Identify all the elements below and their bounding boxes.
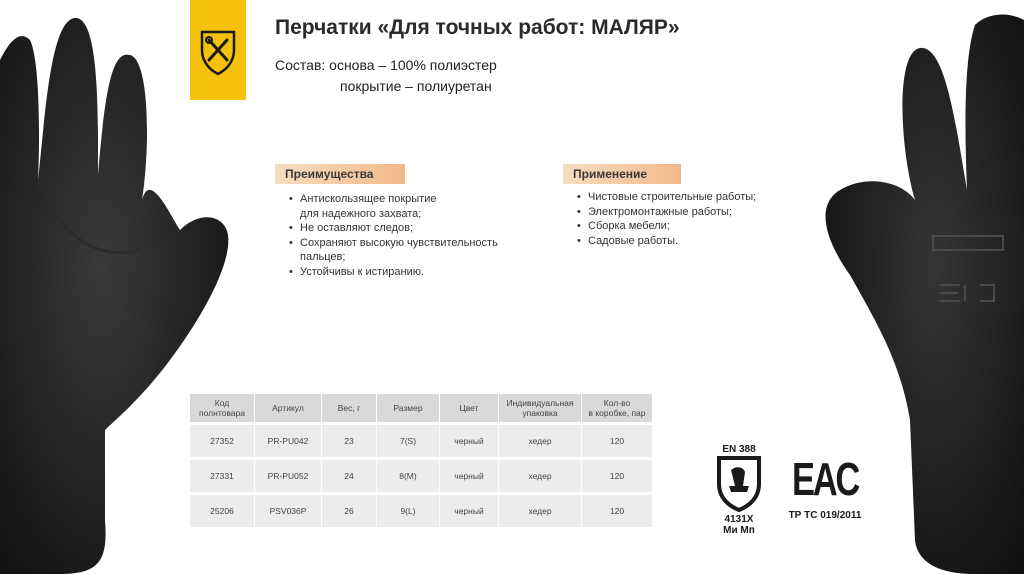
en388-code: 4131X — [724, 514, 754, 525]
cell-qty: 120 — [582, 460, 653, 492]
list-item: • Садовые работы. — [575, 234, 805, 249]
composition-line-1: Состав: основа – 100% полиэстер — [275, 57, 497, 73]
en388-subtext: Ми Мп — [723, 525, 755, 536]
list-item: • Не оставляют следов; — [287, 221, 547, 236]
cell-size: 7(S) — [377, 425, 440, 457]
list-item: • Антискользящее покрытие для надежного захвата; — [287, 192, 547, 221]
cell-article: PSV036P — [255, 495, 322, 527]
col-header-packaging: Индивидуальная упаковка — [499, 394, 582, 422]
cell-code: 27331 — [190, 460, 255, 492]
cell-code: 25206 — [190, 495, 255, 527]
cell-color: черный — [440, 495, 499, 527]
cell-packaging: хедер — [499, 460, 582, 492]
cell-color: черный — [440, 425, 499, 457]
en388-label: EN 388 — [722, 444, 756, 455]
cell-color: черный — [440, 460, 499, 492]
en388-shield-icon — [715, 456, 763, 512]
cell-qty: 120 — [582, 495, 653, 527]
cell-code: 27352 — [190, 425, 255, 457]
list-item: • Сборка мебели; — [575, 219, 805, 234]
cell-article: PR-PU052 — [255, 460, 322, 492]
table-row — [190, 460, 653, 492]
list-item: • Устойчивы к истиранию. — [287, 265, 547, 280]
cell-article: PR-PU042 — [255, 425, 322, 457]
eac-badge — [780, 453, 870, 521]
cell-weight: 23 — [322, 425, 377, 457]
advantages-list — [287, 192, 547, 279]
eac-mark-icon: EAC — [791, 453, 859, 505]
cell-qty: 120 — [582, 425, 653, 457]
table-header-row — [190, 394, 653, 422]
list-item: • Сохраняют высокую чувствительность пальцев; — [287, 236, 547, 265]
table-row — [190, 495, 653, 527]
advantages-heading: Преимущества — [275, 164, 405, 184]
cell-weight: 26 — [322, 495, 377, 527]
en388-badge — [705, 444, 773, 536]
col-header-size: Размер — [377, 394, 440, 422]
product-spec-table — [190, 391, 653, 530]
col-header-weight: Вес, г — [322, 394, 377, 422]
cell-packaging: хедер — [499, 425, 582, 457]
brand-logo — [190, 0, 246, 100]
tools-shield-icon — [190, 0, 246, 100]
col-header-qty: Кол-во в коробке, пар — [582, 394, 653, 422]
composition-line-2: покрытие – полиуретан — [340, 78, 492, 94]
eac-text: ТР ТС 019/2011 — [788, 510, 862, 521]
cell-size: 9(L) — [377, 495, 440, 527]
cell-weight: 24 — [322, 460, 377, 492]
list-item: • Электромонтажные работы; — [575, 205, 805, 220]
col-header-color: Цвет — [440, 394, 499, 422]
col-header-article: Артикул — [255, 394, 322, 422]
cell-size: 8(M) — [377, 460, 440, 492]
page-title: Перчатки «Для точных работ: МАЛЯР» — [275, 16, 680, 39]
cell-packaging: хедер — [499, 495, 582, 527]
col-header-code: Код полнтовара — [190, 394, 255, 422]
list-item: • Чистовые строительные работы; — [575, 190, 805, 205]
application-list — [575, 190, 805, 248]
table-row — [190, 425, 653, 457]
application-heading: Применение — [563, 164, 681, 184]
